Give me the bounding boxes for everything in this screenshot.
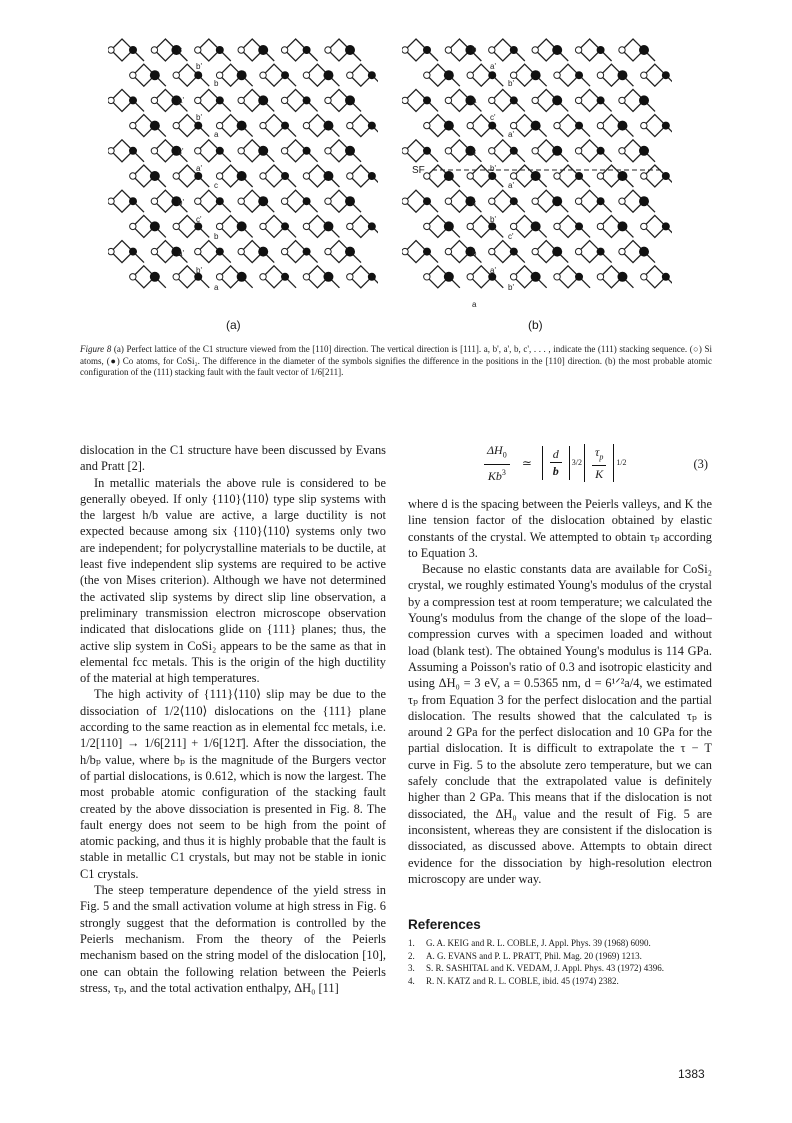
co-atom <box>303 96 311 104</box>
co-atom <box>510 96 518 104</box>
stacking-label: a' <box>196 164 202 173</box>
si-atom <box>467 223 473 229</box>
si-atom <box>281 47 287 53</box>
si-atom <box>216 274 222 280</box>
co-atom <box>281 273 289 281</box>
co-atom <box>552 45 562 55</box>
co-atom <box>129 96 137 104</box>
left-column <box>80 442 386 996</box>
co-atom <box>323 70 333 80</box>
si-atom <box>489 248 495 254</box>
si-atom <box>325 198 331 204</box>
si-atom <box>347 72 353 78</box>
co-atom <box>531 272 541 282</box>
co-atom <box>510 197 518 205</box>
co-atom <box>662 71 670 79</box>
si-atom <box>238 148 244 154</box>
si-atom <box>445 248 451 254</box>
si-atom <box>619 47 625 53</box>
co-atom <box>216 147 224 155</box>
co-atom <box>281 172 289 180</box>
si-atom <box>195 198 201 204</box>
co-atom <box>368 222 376 230</box>
si-atom <box>641 72 647 78</box>
co-atom <box>617 221 627 231</box>
reference-item: 3. S. R. SASHITAL and K. VEDAM, J. Appl. Phys. 43 (1972) 4396. <box>408 963 665 974</box>
stacking-label: c' <box>196 215 202 224</box>
co-atom <box>639 196 649 206</box>
stacking-label: b <box>214 79 219 88</box>
caption-text: (a) Perfect lattice of the C1 structure viewed from the [110] direction. The vertical direction is [111]. a, b', a', b, c', . . . , indicate the (111) stacking sequence. (○) Si atoms, (●) Co atoms, for CoSi₂. The difference in the diameter of the symbols signifies the difference in the positions in the [110] direction. (b) the most probable atomic configuration of the (111) stacking fault with the fault vector of 1/6[211]. <box>80 344 713 377</box>
reference-item: 1. G. A. KEIG and R. L. COBLE, J. Appl. Phys. 39 (1968) 6090. <box>408 938 651 949</box>
si-atom <box>151 148 157 154</box>
co-atom <box>237 70 247 80</box>
co-atom <box>194 122 202 130</box>
si-atom <box>424 274 430 280</box>
co-atom <box>531 171 541 181</box>
co-atom <box>345 45 355 55</box>
si-atom <box>151 47 157 53</box>
si-atom <box>130 173 136 179</box>
si-atom <box>108 198 114 204</box>
si-atom <box>402 148 408 154</box>
co-atom <box>237 171 247 181</box>
stacking-label: b' <box>196 62 202 71</box>
co-atom <box>423 248 431 256</box>
si-atom <box>130 72 136 78</box>
si-atom <box>424 72 430 78</box>
co-atom <box>444 121 454 131</box>
si-atom <box>467 72 473 78</box>
si-atom <box>532 47 538 53</box>
co-atom <box>216 248 224 256</box>
figure-caption <box>80 344 712 379</box>
co-atom <box>575 172 583 180</box>
stacking-fault-label: SF <box>412 165 425 176</box>
si-atom <box>597 72 603 78</box>
co-atom <box>423 147 431 155</box>
si-atom <box>424 122 430 128</box>
si-atom <box>238 198 244 204</box>
co-atom <box>323 221 333 231</box>
co-atom <box>150 121 160 131</box>
si-atom <box>303 122 309 128</box>
si-atom <box>238 47 244 53</box>
co-atom <box>150 70 160 80</box>
paragraph: Because no elastic constants data are available for CoSi₂ crystal, we roughly estimated Young's modulus of the crystal by a compression test at room temperature; we calculated the Young's modulus from the change of the slope of the load–compression curves with a specimen loaded and without load (blank test). The obtained Young's modulus is 114 GPa. Assuming a Poisson's ratio of 0.3 and isotropic elasticity and using ΔH₀ = 3 eV, a = 0.5365 nm, d = 6¹ᐟ²a/4, we estimated τₚ from Equation 3 for the perfect dislocation and the partial dislocation. The results showed that the calculated τₚ is around 2 GPa for the perfect dislocation and 10 GPa for the partial dislocation. It is difficult to extrapolate the τ − T curve in Fig. 5 to the absolute zero temperature, but we can safely conclude that the extrapolated value is definitely higher than 2 GPa. This means that if the dislocation is not dissociated, the ΔH₀ value and the result of Fig. 5 are inconsistent, whereas they are consistent if the dislocation is dissociated, as discussed above. Attempts to obtain direct evidence for the dissociation by high-resolution electron microscopy are under way. <box>408 562 712 886</box>
stacking-label: c <box>214 181 218 190</box>
stacking-label: b' <box>508 79 514 88</box>
approx-symbol: ≃ <box>521 455 532 470</box>
co-atom <box>617 171 627 181</box>
si-atom <box>238 248 244 254</box>
si-atom <box>260 223 266 229</box>
co-atom <box>531 221 541 231</box>
si-atom <box>489 97 495 103</box>
co-atom <box>368 273 376 281</box>
stacking-label: a' <box>508 130 514 139</box>
paragraph: The high activity of {111}⟨110⟩ slip may be due to the dissociation of 1/2⟨110⟩ dislocations on the {111} plane according to the same reaction as in elemental fcc metals, i.e. 1/2[110] → 1/6[211] + 1/6[121̄]. After the dissociation, the h/bₚ value, where bₚ is the magnitude of the Burgers vector of partial dislocations, is 0.612, which is now the largest. The most probable atomic configuration of the stacking fault created by the above dissociation is presented in Fig. 8. The fault energy does not seem to be high from the point of atomic packing, and thus it is highly probable that the fault is stable in metallic C1 crystals, but may not be stable in ionic C1 crystals. <box>80 687 386 881</box>
si-atom <box>303 223 309 229</box>
co-atom <box>258 45 268 55</box>
co-atom <box>345 247 355 257</box>
si-atom <box>216 122 222 128</box>
co-atom <box>281 222 289 230</box>
si-atom <box>510 274 516 280</box>
co-atom <box>444 171 454 181</box>
si-atom <box>445 198 451 204</box>
si-atom <box>575 248 581 254</box>
stacking-label: b' <box>490 164 496 173</box>
si-atom <box>303 173 309 179</box>
co-atom <box>488 71 496 79</box>
si-atom <box>151 248 157 254</box>
si-atom <box>575 97 581 103</box>
si-atom <box>532 148 538 154</box>
co-atom <box>662 222 670 230</box>
equation-tau-over-k: $\frac{\tau_p}{K}$ <box>584 444 614 483</box>
co-atom <box>597 248 605 256</box>
stacking-label: c <box>472 198 476 207</box>
co-atom <box>129 46 137 54</box>
si-atom <box>108 248 114 254</box>
si-atom <box>281 198 287 204</box>
stacking-label: b' <box>178 198 184 207</box>
si-atom <box>108 97 114 103</box>
si-atom <box>325 248 331 254</box>
si-atom <box>554 173 560 179</box>
paragraph: The steep temperature dependence of the yield stress in Fig. 5 and the small activation volume at high stress in Fig. 6 strongly suggest that the deformation is controlled by the Peierls mechanism. From the theory of the Peierls mechanism based on the string model of the dislocation [10], one can obtain the following relation between the Peierls stress, τₚ, and the total activation enthalpy, ΔH₀ [11] <box>80 883 386 995</box>
co-atom <box>368 71 376 79</box>
si-atom <box>510 173 516 179</box>
si-atom <box>151 97 157 103</box>
co-atom <box>194 71 202 79</box>
si-atom <box>424 223 430 229</box>
exponent: 3/2 <box>571 457 583 467</box>
stacking-label: c <box>472 147 476 156</box>
stacking-label: a <box>472 96 477 105</box>
stacking-label: a' <box>508 181 514 190</box>
si-atom <box>597 223 603 229</box>
co-atom <box>575 71 583 79</box>
si-atom <box>325 47 331 53</box>
si-atom <box>281 97 287 103</box>
si-atom <box>130 122 136 128</box>
co-atom <box>575 273 583 281</box>
equation-lhs: $\frac{\Delta H_0}{Kb^3}$ <box>484 442 510 484</box>
co-atom <box>237 121 247 131</box>
si-atom <box>445 148 451 154</box>
co-atom <box>194 172 202 180</box>
co-atom <box>345 95 355 105</box>
equation-3 <box>408 442 712 490</box>
si-atom <box>532 248 538 254</box>
si-atom <box>130 223 136 229</box>
co-atom <box>662 172 670 180</box>
stacking-label: a <box>214 283 219 292</box>
co-atom <box>617 121 627 131</box>
si-atom <box>173 122 179 128</box>
right-column <box>408 442 712 987</box>
paragraph: dislocation in the C1 structure have been discussed by Evans and Pratt [2]. <box>80 443 386 474</box>
si-atom <box>347 223 353 229</box>
stacking-label: a' <box>490 266 496 275</box>
si-atom <box>260 122 266 128</box>
si-atom <box>619 248 625 254</box>
si-atom <box>489 198 495 204</box>
si-atom <box>641 223 647 229</box>
si-atom <box>151 198 157 204</box>
si-atom <box>195 97 201 103</box>
panel-a-label: (a) <box>226 318 241 332</box>
co-atom <box>345 196 355 206</box>
co-atom <box>281 71 289 79</box>
si-atom <box>467 274 473 280</box>
si-atom <box>402 97 408 103</box>
co-atom <box>129 248 137 256</box>
si-atom <box>641 274 647 280</box>
si-atom <box>575 148 581 154</box>
reference-item: 4. R. N. KATZ and R. L. COBLE, ibid. 45 (1974) 2382. <box>408 975 619 986</box>
si-atom <box>281 148 287 154</box>
co-atom <box>216 96 224 104</box>
si-atom <box>510 72 516 78</box>
stacking-label: a' <box>490 62 496 71</box>
si-atom <box>303 72 309 78</box>
si-atom <box>347 274 353 280</box>
si-atom <box>641 173 647 179</box>
si-atom <box>575 198 581 204</box>
stacking-label: a' <box>178 249 184 258</box>
co-atom <box>597 147 605 155</box>
stacking-label: a <box>472 300 477 309</box>
equation-d-over-b: $\frac{d}{b}$ <box>542 446 570 480</box>
caption-figure-number: Figure 8 <box>80 344 112 354</box>
stacking-label: b' <box>490 215 496 224</box>
si-atom <box>510 223 516 229</box>
co-atom <box>662 273 670 281</box>
co-atom <box>258 196 268 206</box>
co-atom <box>258 95 268 105</box>
stacking-label: c' <box>178 147 184 156</box>
si-atom <box>108 148 114 154</box>
si-atom <box>619 148 625 154</box>
co-atom <box>575 122 583 130</box>
si-atom <box>554 274 560 280</box>
co-atom <box>552 146 562 156</box>
co-atom <box>258 247 268 257</box>
si-atom <box>195 47 201 53</box>
si-atom <box>554 223 560 229</box>
co-atom <box>662 122 670 130</box>
co-atom <box>617 70 627 80</box>
si-atom <box>216 72 222 78</box>
si-atom <box>402 248 408 254</box>
page-number: 1383 <box>678 1067 705 1081</box>
stacking-label: b' <box>196 266 202 275</box>
si-atom <box>173 173 179 179</box>
co-atom <box>150 221 160 231</box>
co-atom <box>303 248 311 256</box>
co-atom <box>531 121 541 131</box>
si-atom <box>445 97 451 103</box>
co-atom <box>323 272 333 282</box>
co-atom <box>575 222 583 230</box>
stacking-label: b <box>472 249 477 258</box>
si-atom <box>173 223 179 229</box>
co-atom <box>510 147 518 155</box>
si-atom <box>260 72 266 78</box>
co-atom <box>444 272 454 282</box>
si-atom <box>510 122 516 128</box>
paragraph: In metallic materials the above rule is considered to be generally obeyed. If only {110}⟨110⟩ type slip systems with the largest h/b value are active, a large ductility is not expected because among six {110}⟨110⟩ systems only two are independent; for polycrystalline materials to be ductile, at least five independent slip systems are required to be active (the von Mises criterion). Although we have not determined the activated slip systems by direct slip line observation, a preliminary transmission electron microscope observation indicated that dislocations glide on {111} planes; thus, the active slip system in CoSi₂ appears to be the same as that in elemental fcc metals. This is the origin of the high ductility of the material at high temperatures. <box>80 475 386 686</box>
stacking-label: c' <box>490 113 496 122</box>
co-atom <box>444 70 454 80</box>
co-atom <box>216 46 224 54</box>
stacking-label: a' <box>178 96 184 105</box>
si-atom <box>325 97 331 103</box>
stacking-label: b' <box>196 113 202 122</box>
stacking-label: c <box>178 45 182 54</box>
si-atom <box>281 248 287 254</box>
co-atom <box>129 147 137 155</box>
si-atom <box>173 274 179 280</box>
co-atom <box>617 272 627 282</box>
panel-b-label: (b) <box>528 318 543 332</box>
si-atom <box>597 274 603 280</box>
co-atom <box>150 272 160 282</box>
si-atom <box>260 274 266 280</box>
si-atom <box>325 148 331 154</box>
si-atom <box>489 47 495 53</box>
co-atom <box>368 122 376 130</box>
si-atom <box>216 223 222 229</box>
co-atom <box>150 171 160 181</box>
stacking-label: b <box>472 45 477 54</box>
co-atom <box>258 146 268 156</box>
co-atom <box>639 146 649 156</box>
paragraph: where d is the spacing between the Peierls valleys, and K the line tension factor of the dislocation obtained by elastic constants of the crystal. We attempted to obtain τₚ according to Equation 3. <box>408 497 712 560</box>
co-atom <box>303 147 311 155</box>
si-atom <box>619 97 625 103</box>
co-atom <box>552 247 562 257</box>
co-atom <box>423 96 431 104</box>
co-atom <box>531 70 541 80</box>
si-atom <box>216 173 222 179</box>
si-atom <box>554 72 560 78</box>
si-atom <box>532 97 538 103</box>
si-atom <box>532 198 538 204</box>
stacking-label: a <box>214 130 219 139</box>
co-atom <box>444 221 454 231</box>
co-atom <box>303 197 311 205</box>
co-atom <box>639 45 649 55</box>
co-atom <box>639 95 649 105</box>
si-atom <box>260 173 266 179</box>
si-atom <box>575 47 581 53</box>
co-atom <box>281 122 289 130</box>
co-atom <box>597 197 605 205</box>
co-atom <box>237 221 247 231</box>
si-atom <box>641 122 647 128</box>
si-atom <box>554 122 560 128</box>
si-atom <box>195 248 201 254</box>
reference-item: 2. A. G. EVANS and P. L. PRATT, Phil. Mag. 20 (1969) 1213. <box>408 950 642 961</box>
co-atom <box>323 121 333 131</box>
co-atom <box>639 247 649 257</box>
si-atom <box>467 173 473 179</box>
stacking-label: b' <box>508 283 514 292</box>
si-atom <box>195 148 201 154</box>
si-atom <box>108 47 114 53</box>
stacking-label: b <box>214 232 219 241</box>
references-list <box>408 937 712 987</box>
figure-8a-lattice <box>108 36 378 312</box>
co-atom <box>597 96 605 104</box>
si-atom <box>303 274 309 280</box>
co-atom <box>552 196 562 206</box>
exponent: 1/2 <box>616 457 627 467</box>
si-atom <box>347 122 353 128</box>
si-atom <box>173 72 179 78</box>
co-atom <box>323 171 333 181</box>
si-atom <box>238 97 244 103</box>
co-atom <box>488 122 496 130</box>
si-atom <box>467 122 473 128</box>
co-atom <box>552 95 562 105</box>
si-atom <box>489 148 495 154</box>
si-atom <box>130 274 136 280</box>
co-atom <box>423 197 431 205</box>
stacking-label: c' <box>508 232 514 241</box>
co-atom <box>510 46 518 54</box>
si-atom <box>445 47 451 53</box>
co-atom <box>345 146 355 156</box>
si-atom <box>347 173 353 179</box>
co-atom <box>368 172 376 180</box>
co-atom <box>216 197 224 205</box>
co-atom <box>303 46 311 54</box>
si-atom <box>597 122 603 128</box>
si-atom <box>597 173 603 179</box>
references-heading: References <box>408 917 481 933</box>
figure-8b-stacking-fault <box>402 36 672 312</box>
si-atom <box>402 198 408 204</box>
si-atom <box>619 198 625 204</box>
co-atom <box>597 46 605 54</box>
co-atom <box>488 172 496 180</box>
co-atom <box>237 272 247 282</box>
co-atom <box>423 46 431 54</box>
co-atom <box>129 197 137 205</box>
si-atom <box>402 47 408 53</box>
equation-number: (3) <box>693 457 708 471</box>
co-atom <box>510 248 518 256</box>
